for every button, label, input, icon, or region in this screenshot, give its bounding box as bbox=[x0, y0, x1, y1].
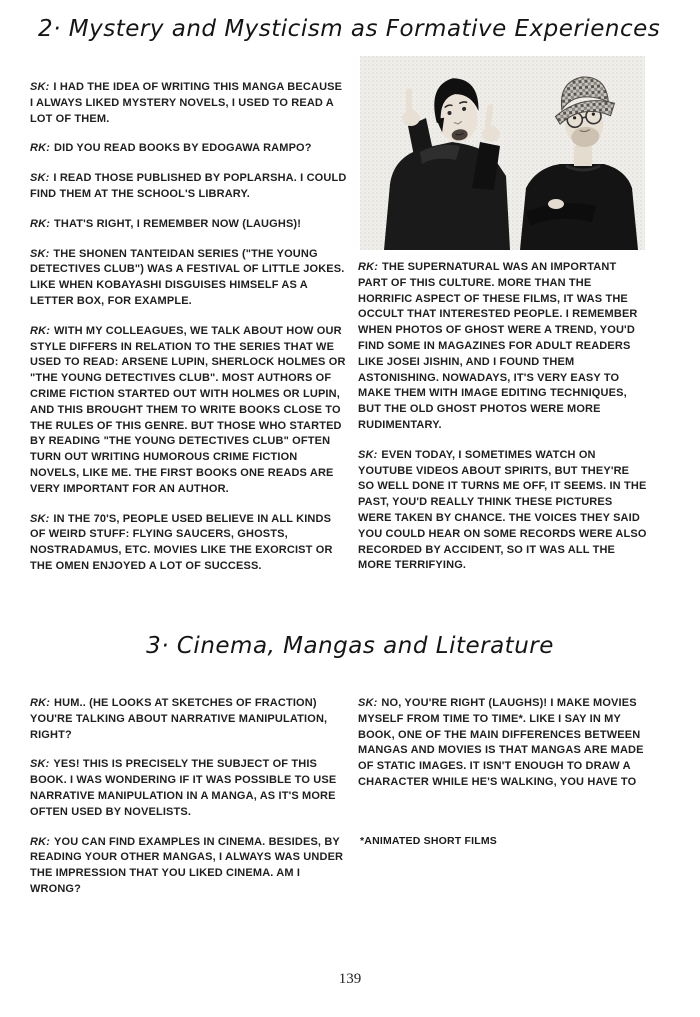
dialogue-paragraph bbox=[30, 80, 348, 127]
dialogue-paragraph bbox=[358, 448, 648, 574]
dialogue-paragraph bbox=[358, 260, 648, 434]
speaker-label: RK: bbox=[30, 217, 51, 230]
dialogue-paragraph bbox=[30, 696, 350, 743]
dialogue-text: THE SHONEN TANTEIDAN SERIES ("THE YOUNG DETECTIVES CLUB") WAS A FESTIVAL OF LITTLE JOKES. LIKE WHEN KOBAYASHI DISGUISES HIMSELF AS A LETTER BOX, FOR EXAMPLE. bbox=[30, 247, 345, 307]
dialogue-paragraph bbox=[30, 141, 348, 157]
dialogue-text: I HAD THE IDEA OF WRITING THIS MANGA BECAUSE I ALWAYS LIKED MYSTERY NOVELS, I USED TO READ A LOT OF THEM. bbox=[30, 81, 343, 125]
footnote: *ANIMATED SHORT FILMS bbox=[360, 835, 497, 847]
dialogue-paragraph bbox=[30, 171, 348, 203]
photo-illustration bbox=[360, 56, 645, 250]
speaker-label: SK: bbox=[358, 448, 378, 461]
dialogue-paragraph bbox=[30, 512, 348, 575]
speaker-label: RK: bbox=[30, 142, 51, 155]
dialogue-text: YOU CAN FIND EXAMPLES IN CINEMA. BESIDES, BY READING YOUR OTHER MANGAS, I ALWAYS WAS UNDER THE IMPRESSION THAT YOU LIKED CINEMA. AM I WRONG? bbox=[30, 835, 344, 895]
dialogue-text: IN THE 70'S, PEOPLE USED BELIEVE IN ALL KINDS OF WEIRD STUFF: FLYING SAUCERS, GHOSTS, NOSTRADAMUS, ETC. MOVIES LIKE THE EXORCIST OR THE OMEN ENJOYED A LOT OF SUCCESS. bbox=[30, 512, 333, 572]
speaker-label: SK: bbox=[30, 247, 50, 260]
section-3-right-column bbox=[358, 696, 653, 791]
dialogue-text: I READ THOSE PUBLISHED BY POPLARSHA. I COULD FIND THEM AT THE SCHOOL'S LIBRARY. bbox=[30, 172, 347, 200]
dialogue-paragraph bbox=[30, 247, 348, 310]
page-number: 139 bbox=[338, 971, 362, 987]
speaker-label: RK: bbox=[30, 697, 51, 709]
interview-photo bbox=[360, 56, 645, 250]
dialogue-text: NO, YOU'RE RIGHT (LAUGHS)! I MAKE MOVIES MYSELF FROM TIME TO TIME*. LIKE I SAY IN MY BOOK, ONE OF THE MAIN DIFFERENCES BETWEEN MANGAS AND MOVIES IS THAT MANGAS ARE MADE OF STATIC IMAGES. IT ISN'T ENOUGH TO DRAW A CHARACTER WHILE HE'S WALKING, YOU HAVE TO bbox=[358, 697, 644, 788]
dialogue-paragraph bbox=[30, 835, 350, 898]
speaker-label: SK: bbox=[30, 758, 50, 771]
dialogue-text: DID YOU READ BOOKS BY EDOGAWA RAMPO? bbox=[54, 142, 312, 155]
dialogue-text: THAT'S RIGHT, I REMEMBER NOW (LAUGHS)! bbox=[54, 217, 302, 230]
dialogue-paragraph bbox=[30, 757, 350, 820]
dialogue-text: YES! THIS IS PRECISELY THE SUBJECT OF THIS BOOK. I WAS WONDERING IF IT WAS POSSIBLE TO USE NARRATIVE MANIPULATION IN A MANGA, AS IT'S MORE OFTEN USED BY NOVELISTS. bbox=[30, 758, 337, 818]
speaker-label: SK: bbox=[30, 172, 50, 185]
dialogue-paragraph bbox=[30, 324, 348, 498]
dialogue-paragraph bbox=[358, 696, 653, 791]
speaker-label: SK: bbox=[30, 512, 50, 525]
section-3-left-column bbox=[30, 696, 350, 898]
dialogue-text: EVEN TODAY, I SOMETIMES WATCH ON YOUTUBE VIDEOS ABOUT SPIRITS, BUT THEY'RE SO WELL DONE IT TURNS ME OFF, IT SEEMS. IN THE PAST, YOU'D REALLY THINK THESE PICTURES WERE TAKEN BY CHANCE. THE VOICES THEY SAID YOU COULD HEAR ON SOME RECORDS WERE ALSO RECORDED BY ACCIDENT, SO IT WAS ALL THE MORE TERRIFYING. bbox=[358, 448, 647, 572]
speaker-label: RK: bbox=[30, 835, 51, 848]
section-3-title: 3· Cinema, Mangas and Literature bbox=[146, 633, 554, 659]
section-2-right-column bbox=[358, 260, 648, 574]
speaker-label: RK: bbox=[358, 261, 379, 273]
speaker-label: RK: bbox=[30, 324, 51, 337]
section-2-title: 2· Mystery and Mysticism as Formative Experiences bbox=[38, 16, 661, 42]
dialogue-text: WITH MY COLLEAGUES, WE TALK ABOUT HOW OUR STYLE DIFFERS IN RELATION TO THE SERIES THAT WE USED TO READ: ARSENE LUPIN, SHERLOCK HOLMES OR "THE YOUNG DETECTIVES CLUB". MOST AUTHORS OF CRIME FICTION STARTED OUT WITH HOLMES OR LUPIN, AND THIS BROUGHT THEM TO WRITE BOOKS CLOSE TO THE RULES OF THIS GENRE. BUT THOSE WHO STARTED BY READING "THE YOUNG DETECTIVES CLUB" OFTEN TURN OUT WRITING HUMOROUS CRIME FICTION NOVELS, LIKE ME. THE FIRST BOOKS ONE READS ARE VERY IMPORTANT FOR AN AUTHOR. bbox=[30, 324, 346, 495]
speaker-label: SK: bbox=[358, 697, 378, 709]
dialogue-paragraph bbox=[30, 217, 348, 233]
section-2-left-column bbox=[30, 80, 348, 575]
speaker-label: SK: bbox=[30, 81, 50, 93]
dialogue-text: THE SUPERNATURAL WAS AN IMPORTANT PART OF THIS CULTURE. MORE THAN THE HORRIFIC ASPECT OF THESE FILMS, IT WAS THE OCCULT THAT INTERESTED PEOPLE. I REMEMBER WHEN PHOTOS OF GHOST WERE A TREND, YOU'D FIND SOME IN MAGAZINES FOR ADULT READERS LIKE JOSEI JISHIN, AND I FOUND THEM ASTONISHING. NOWADAYS, IT'S VERY EASY TO MAKE THEM WITH IMAGE EDITING TECHNIQUES, BUT THE OLD GHOST PHOTOS WERE MORE RUDIMENTARY. bbox=[358, 261, 638, 431]
dialogue-text: HUM.. (HE LOOKS AT SKETCHES OF FRACTION) YOU'RE TALKING ABOUT NARRATIVE MANIPULATION, RIGHT? bbox=[30, 697, 328, 741]
